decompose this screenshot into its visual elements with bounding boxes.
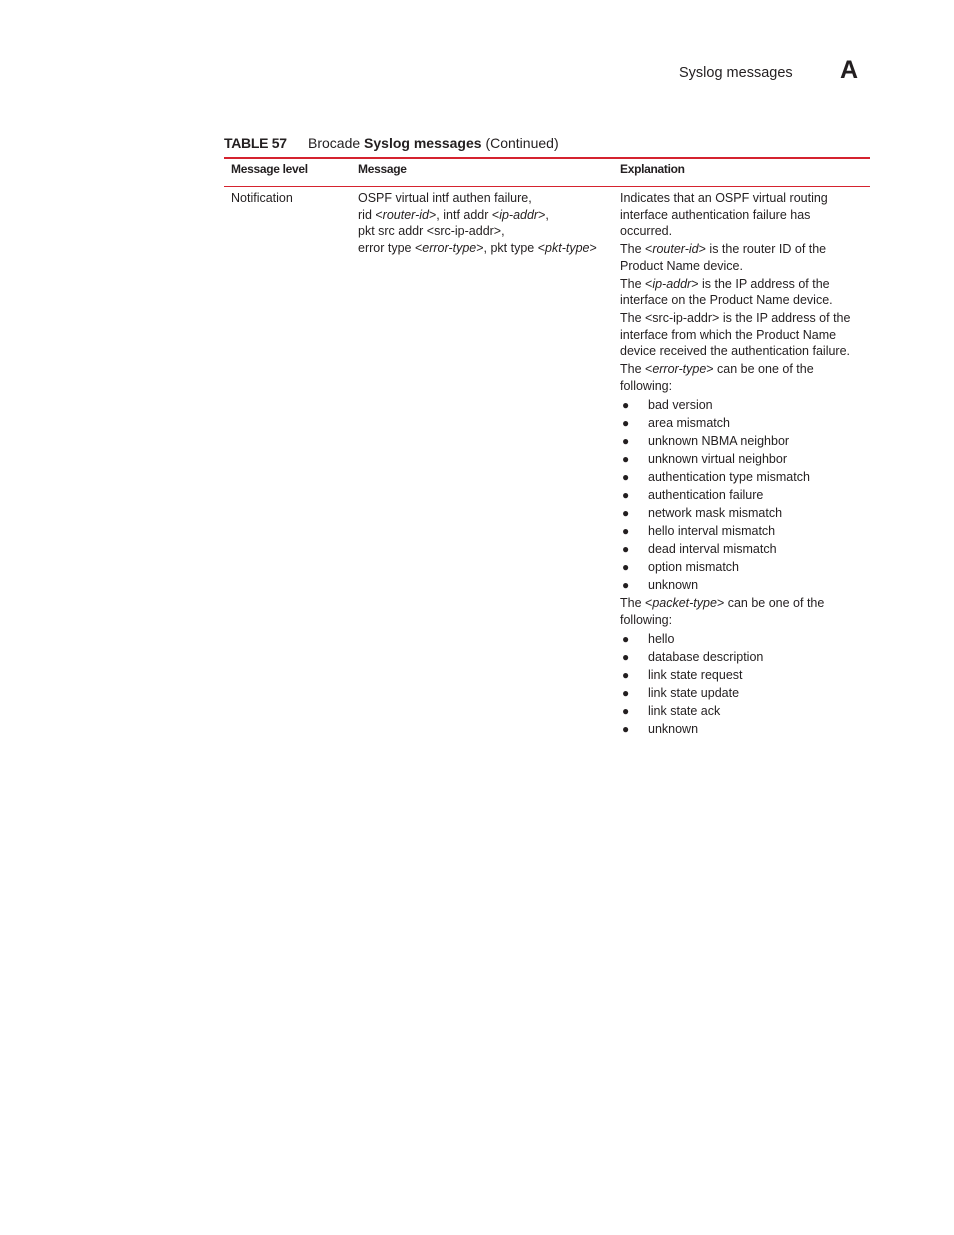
- list-item: ● link state ack: [622, 703, 721, 718]
- table-header-rule: [224, 186, 870, 187]
- bullet-icon: ●: [622, 487, 630, 502]
- explanation-paragraph: The <router-id> is the router ID of the Product Name device.: [620, 242, 827, 273]
- bullet-icon: ●: [622, 559, 630, 574]
- explanation-paragraph: The <packet-type> can be one of the following:: [620, 596, 825, 627]
- list-item: ● unknown: [622, 577, 699, 592]
- explanation-paragraph: The <ip-addr> is the IP address of the interface on the Product Name device.: [620, 276, 833, 307]
- bullet-icon: ●: [622, 649, 630, 664]
- cell-message-level: Notification: [231, 191, 293, 205]
- bullet-icon: ●: [622, 685, 630, 700]
- bullet-icon: ●: [622, 577, 630, 592]
- list-item: ● option mismatch: [622, 559, 740, 574]
- bullet-icon: ●: [622, 469, 630, 484]
- list-item: ● unknown: [622, 721, 699, 736]
- list-item: ● link state request: [622, 667, 743, 682]
- message-line: OSPF virtual intf authen failure,: [358, 191, 532, 205]
- table-caption: [224, 135, 559, 151]
- list-item: ● database description: [622, 649, 764, 664]
- list-item: ● unknown NBMA neighbor: [622, 433, 790, 448]
- bullet-icon: ●: [622, 415, 630, 430]
- table-number: TABLE 57: [224, 135, 287, 151]
- bullet-icon: ●: [622, 631, 630, 646]
- list-item: ● hello interval mismatch: [622, 523, 776, 538]
- bullet-icon: ●: [622, 667, 630, 682]
- message-line: pkt src addr <src-ip-addr>,: [358, 224, 505, 238]
- list-item: ● authentication type mismatch: [622, 469, 810, 484]
- message-line: error type <error-type>, pkt type <pkt-type>: [358, 240, 597, 255]
- list-item: ● authentication failure: [622, 487, 764, 502]
- list-item: ● network mask mismatch: [622, 505, 783, 520]
- caption-suffix: (Continued): [481, 135, 559, 151]
- appendix-letter: A: [840, 56, 859, 84]
- bullet-icon: ●: [622, 451, 630, 466]
- column-header-message: Message: [358, 162, 407, 176]
- bullet-icon: ●: [622, 721, 630, 736]
- caption-prefix: Brocade: [308, 135, 365, 151]
- cell-explanation: [620, 190, 860, 739]
- bullet-icon: ●: [622, 397, 630, 412]
- explanation-paragraph: Indicates that an OSPF virtual routing interface authentication failure has occurred.: [620, 191, 828, 238]
- column-header-message-level: Message level: [231, 162, 308, 176]
- bullet-icon: ●: [622, 541, 630, 556]
- list-item: ● area mismatch: [622, 415, 730, 430]
- list-item: ● bad version: [622, 397, 713, 412]
- bullet-icon: ●: [622, 703, 630, 718]
- error-type-list: [620, 396, 860, 594]
- cell-message: [358, 190, 597, 256]
- explanation-paragraph: The <src-ip-addr> is the IP address of the interface from which the Product Name device received the authentication failure.: [620, 311, 851, 358]
- list-item: ● link state update: [622, 685, 740, 700]
- list-item: ● unknown virtual neighbor: [622, 451, 787, 466]
- message-line: rid <router-id>, intf addr <ip-addr>,: [358, 207, 549, 222]
- bullet-icon: ●: [622, 505, 630, 520]
- column-header-explanation: Explanation: [620, 162, 685, 176]
- packet-type-list: [620, 630, 860, 738]
- explanation-paragraph: The <error-type> can be one of the following:: [620, 362, 814, 393]
- bullet-icon: ●: [622, 433, 630, 448]
- running-header-title: Syslog messages: [679, 65, 793, 81]
- bullet-icon: ●: [622, 523, 630, 538]
- list-item: ● dead interval mismatch: [622, 541, 777, 556]
- table-top-rule: [224, 157, 870, 159]
- caption-bold: Syslog messages: [364, 135, 482, 151]
- list-item: ● hello: [622, 631, 675, 646]
